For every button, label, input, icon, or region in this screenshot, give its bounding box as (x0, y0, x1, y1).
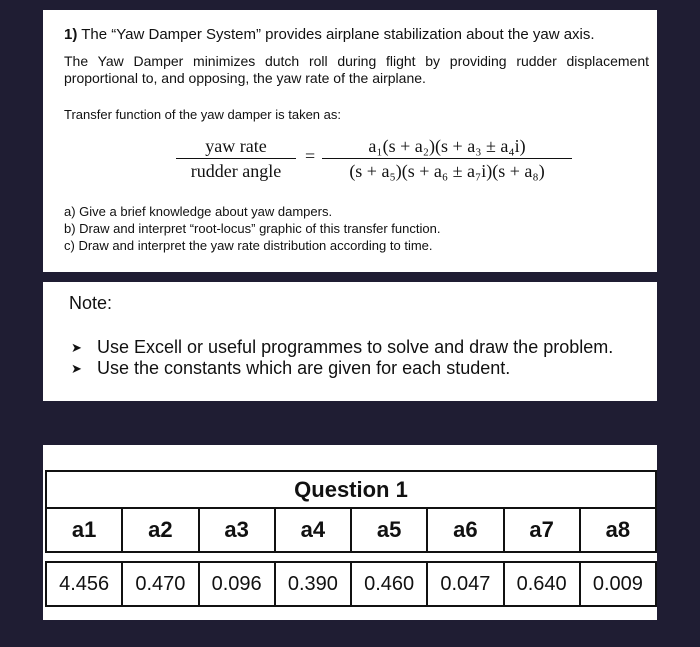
value-cell: 0.047 (427, 562, 503, 606)
note-bullet (71, 337, 613, 358)
note-panel (43, 282, 657, 401)
problem-title (64, 26, 595, 43)
value-cell: 0.470 (122, 562, 198, 606)
question-item-a: a) Give a brief knowledge about yaw dampers. (64, 204, 333, 219)
question-item-c: c) Draw and interpret the yaw rate distribution according to time. (64, 238, 433, 253)
header-cell: a2 (122, 508, 198, 552)
constants-panel (43, 445, 657, 620)
header-cell: a8 (580, 508, 656, 552)
header-cell: a4 (275, 508, 351, 552)
transfer-function-intro: Transfer function of the yaw damper is taken as: (64, 107, 341, 122)
header-cell: a5 (351, 508, 427, 552)
problem-title-text: The “Yaw Damper System” provides airplane stabilization about the yaw axis. (81, 26, 595, 43)
value-cell: 0.640 (504, 562, 580, 606)
rhs-fraction (322, 134, 572, 183)
table-header-row (46, 508, 656, 552)
value-cell: 0.460 (351, 562, 427, 606)
lhs-denominator: rudder angle (190, 161, 282, 181)
note-bullet (71, 358, 613, 379)
note-bullet-text: Use Excell or useful programmes to solve and draw the problem. (97, 337, 614, 357)
equals-sign: = (305, 146, 316, 166)
arrow-bullet-icon: ➤ (71, 361, 82, 376)
note-bullet-text: Use the constants which are given for each student. (97, 358, 511, 378)
note-bullet-list (71, 337, 613, 379)
problem-description: The Yaw Damper minimizes dutch roll during flight by providing rudder displacement proportional to, and opposing, the yaw rate of the airplane. (64, 53, 649, 86)
arrow-bullet-icon: ➤ (71, 340, 82, 355)
value-cell: 0.390 (275, 562, 351, 606)
rhs-numerator: a₁(s + a₂)(s + a₃ ± a₄i) (368, 136, 526, 156)
value-cell: 4.456 (46, 562, 122, 606)
question-list (64, 203, 440, 254)
problem-panel (43, 10, 657, 272)
constants-table (45, 470, 657, 607)
table-title: Question 1 (46, 471, 656, 508)
table-row (46, 562, 656, 606)
header-cell: a3 (199, 508, 275, 552)
table-title-row (46, 471, 656, 508)
header-cell: a7 (504, 508, 580, 552)
header-cell: a1 (46, 508, 122, 552)
lhs-fraction (176, 134, 296, 183)
lhs-numerator: yaw rate (205, 136, 267, 156)
rhs-denominator: (s + a₅)(s + a₆ ± a₇i)(s + a₈) (349, 161, 545, 181)
note-title: Note: (69, 293, 113, 313)
table-gap-row (46, 552, 656, 562)
table-gap (46, 552, 656, 562)
header-cell: a6 (427, 508, 503, 552)
problem-number: 1) (64, 26, 78, 43)
value-cell: 0.009 (580, 562, 656, 606)
value-cell: 0.096 (199, 562, 275, 606)
question-item-b: b) Draw and interpret “root-locus” graphic of this transfer function. (64, 221, 441, 236)
